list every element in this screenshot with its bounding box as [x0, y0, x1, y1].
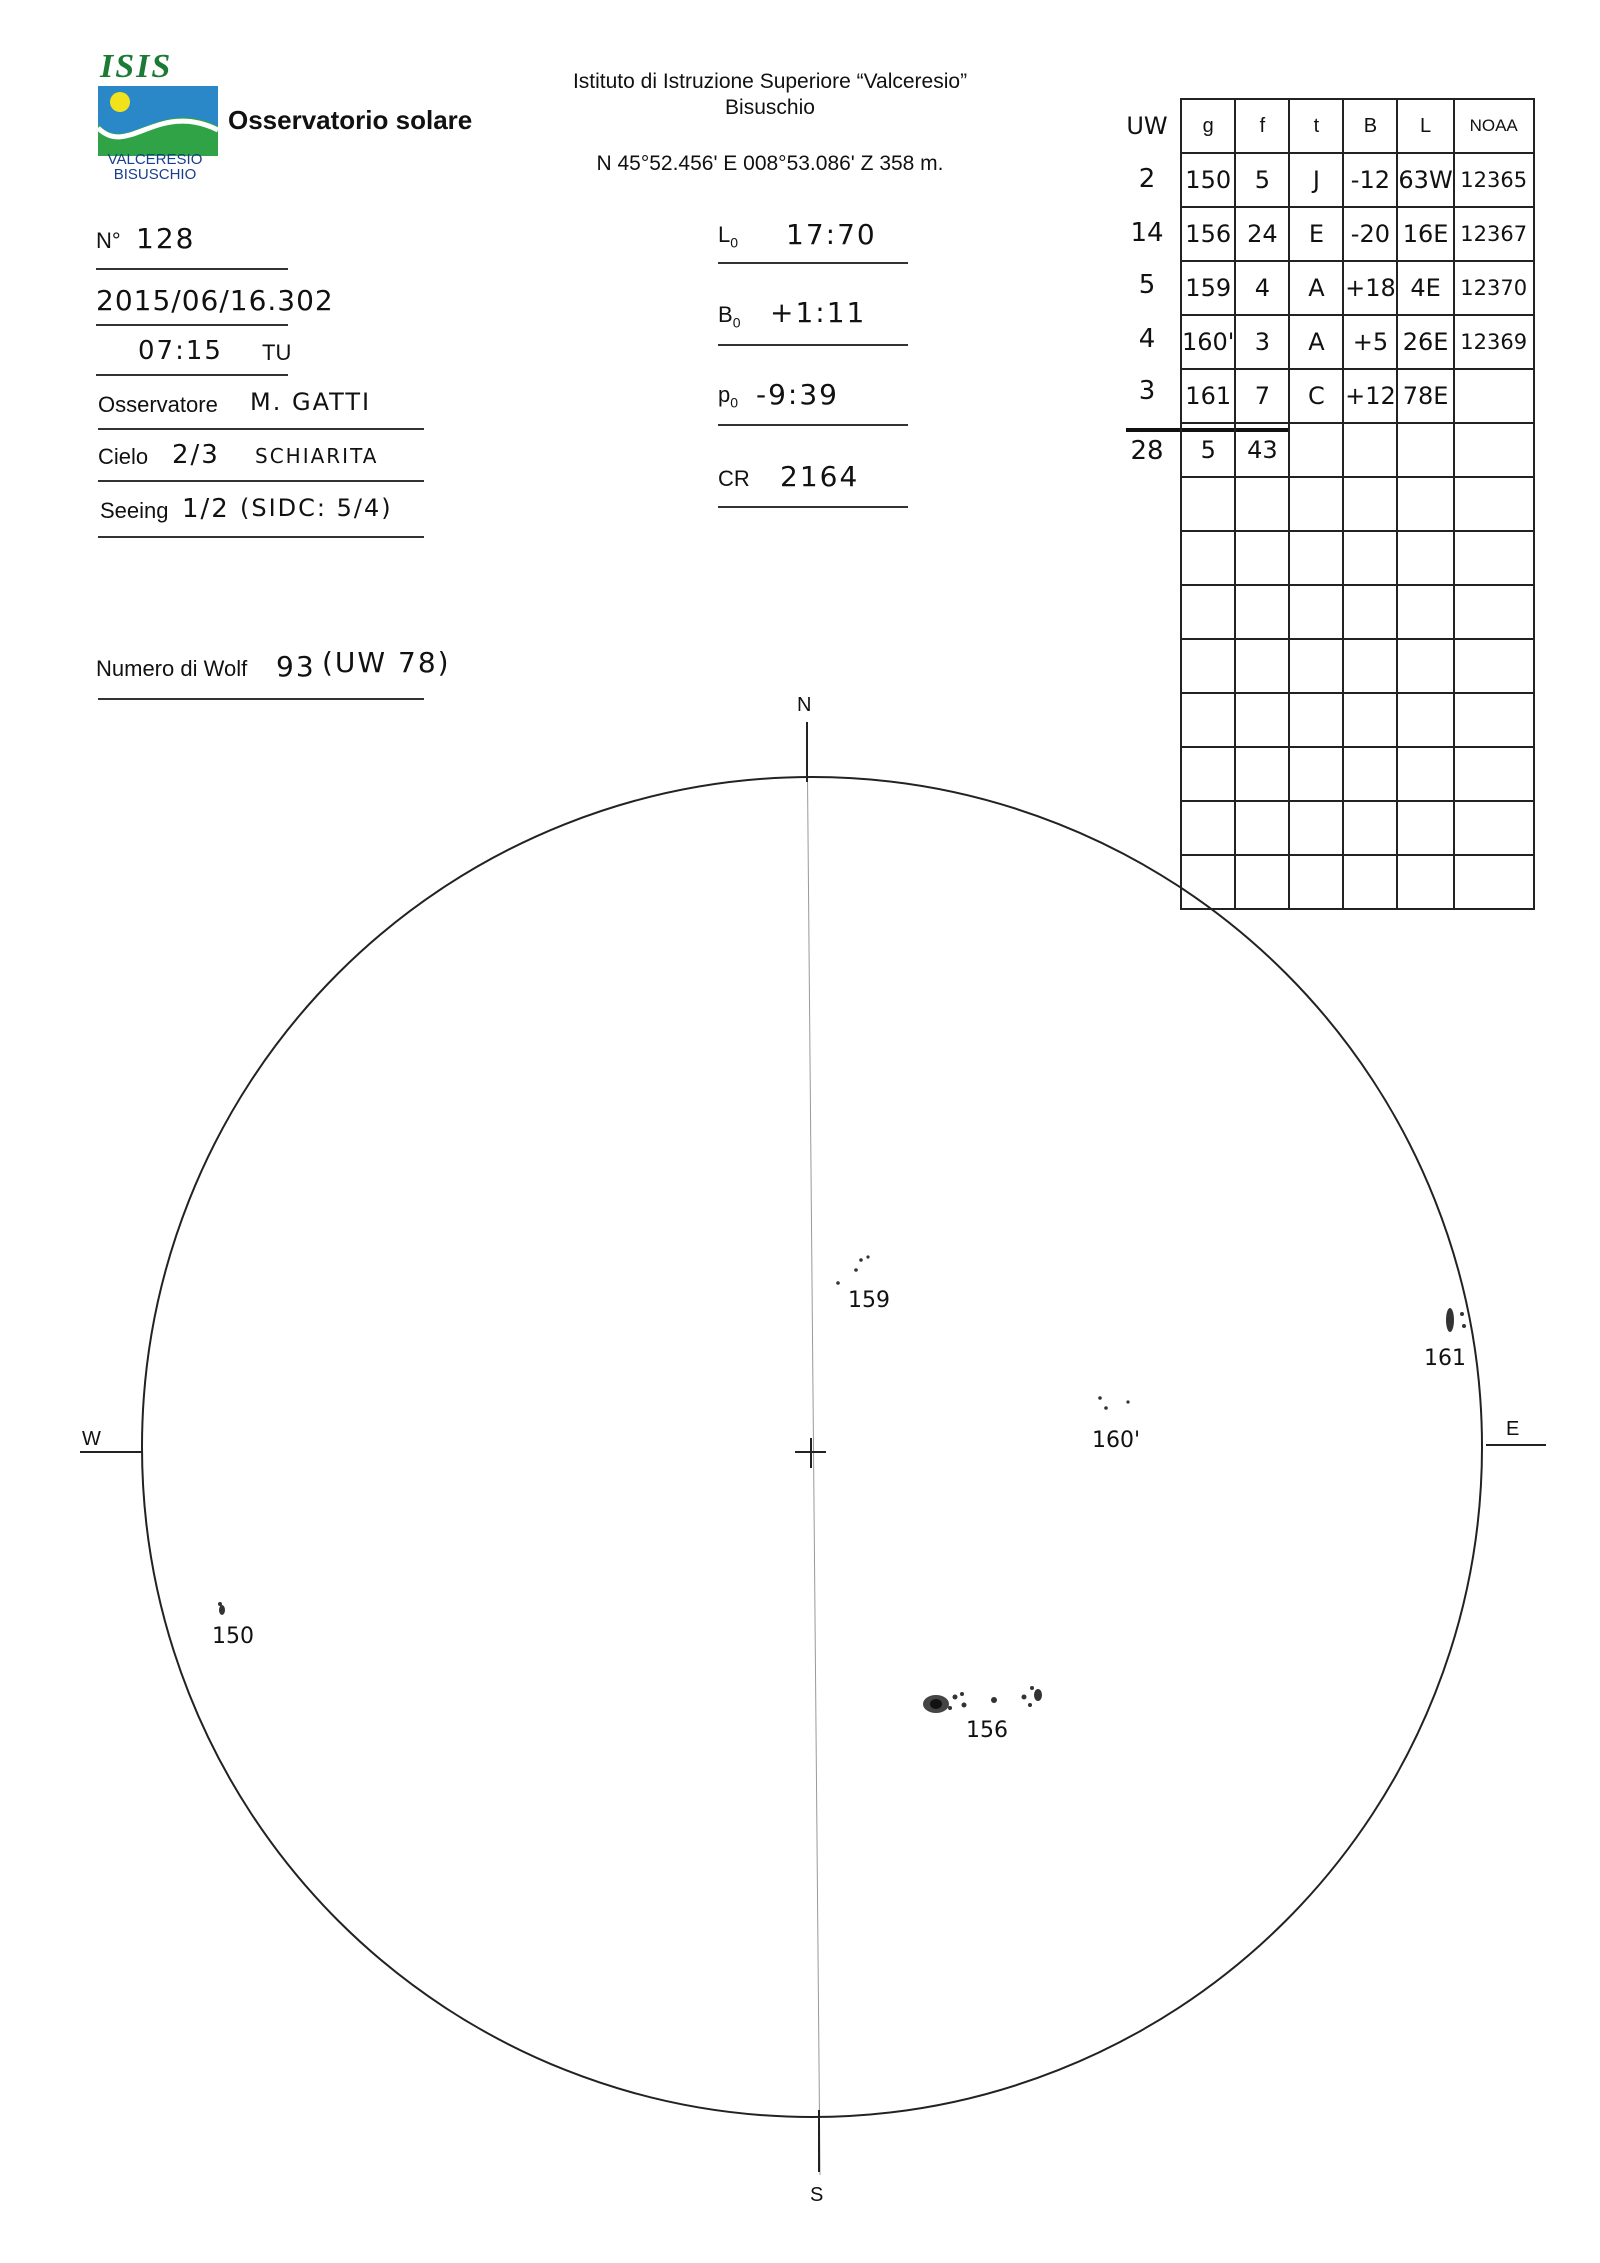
spot — [836, 1281, 840, 1285]
group-label-156: 156 — [966, 1718, 1008, 1743]
cell-f: 7 — [1235, 369, 1289, 423]
spot — [1022, 1695, 1027, 1700]
observer-label: Osservatore — [98, 392, 218, 417]
cell-g: 159 — [1181, 261, 1235, 315]
spot — [960, 1692, 964, 1696]
number-value: 128 — [136, 222, 196, 255]
spot — [1126, 1400, 1129, 1403]
l0-value: 17:70 — [786, 218, 877, 251]
sky-value: 2/3 — [172, 440, 220, 470]
spot-group-159 — [836, 1255, 869, 1284]
cell-f: 3 — [1235, 315, 1289, 369]
cell-f: 24 — [1235, 207, 1289, 261]
central-meridian-line — [807, 722, 820, 2175]
group-label-160: 160' — [1092, 1428, 1141, 1453]
logo-wordmark: ISIS — [100, 48, 173, 85]
institute-town: Bisuschio — [725, 96, 815, 119]
b0-value: +1:11 — [770, 296, 867, 329]
west-label: W — [82, 1428, 101, 1450]
spot-group-160 — [1098, 1396, 1129, 1410]
uw-row-5: 3 — [1138, 376, 1156, 406]
spot — [1104, 1406, 1108, 1410]
spot-group-161 — [1446, 1308, 1466, 1332]
p0-value: -9:39 — [756, 378, 839, 411]
wolf-value: 93 — [276, 650, 316, 683]
cell-b: +5 — [1343, 315, 1397, 369]
group-label-159: 159 — [848, 1288, 890, 1313]
cell-g: 161 — [1181, 369, 1235, 423]
spot — [930, 1699, 942, 1709]
cell-l: 4E — [1397, 261, 1453, 315]
logo-caption-line2: BISUSCHIO — [113, 166, 197, 183]
cell-l: 26E — [1397, 315, 1453, 369]
total-f: 43 — [1235, 423, 1289, 477]
north-label: N — [797, 694, 812, 716]
east-label: E — [1506, 1418, 1520, 1440]
spot — [1460, 1312, 1464, 1316]
cell-l: 63W — [1397, 153, 1453, 207]
cell-l: 16E — [1397, 207, 1453, 261]
cell-f: 4 — [1235, 261, 1289, 315]
time-value: 07:15 — [138, 336, 223, 366]
uw-row-3: 5 — [1138, 270, 1156, 300]
spot — [962, 1703, 967, 1708]
cell-b: +12 — [1343, 369, 1397, 423]
spot — [218, 1602, 222, 1606]
uw-header: UW — [1126, 112, 1168, 140]
south-label: S — [810, 2184, 824, 2206]
spot — [1028, 1703, 1032, 1707]
observatory-title: Osservatorio solare — [228, 105, 473, 135]
cell-t: E — [1289, 207, 1343, 261]
sky-label: Cielo — [98, 444, 149, 469]
spot — [953, 1695, 958, 1700]
cell-t: A — [1289, 261, 1343, 315]
cr-label: CR — [718, 466, 750, 491]
spot — [948, 1706, 952, 1710]
spot — [991, 1697, 997, 1703]
uw-row-1: 2 — [1138, 164, 1156, 194]
number-label: N° — [96, 228, 121, 253]
cell-noaa: 12370 — [1454, 261, 1534, 315]
spot — [1034, 1689, 1042, 1701]
l0-label: $L_0$ — [718, 222, 739, 251]
group-label-161: 161 — [1424, 1346, 1466, 1371]
uw-row-4: 4 — [1138, 324, 1156, 354]
header-noaa: NOAA — [1454, 99, 1534, 153]
spot — [1446, 1308, 1454, 1332]
sky-note: SCHIARITA — [255, 444, 379, 468]
wolf-note: (UW 78) — [322, 646, 451, 679]
b0-label: $B_0$ — [718, 302, 741, 331]
cell-b: -20 — [1343, 207, 1397, 261]
cell-t: J — [1289, 153, 1343, 207]
header-l: L — [1397, 99, 1453, 153]
cell-noaa: 12365 — [1454, 153, 1534, 207]
observer-value: M. GATTI — [250, 388, 372, 416]
spot — [1098, 1396, 1102, 1400]
cell-f: 5 — [1235, 153, 1289, 207]
cell-noaa: 12367 — [1454, 207, 1534, 261]
spot — [854, 1268, 858, 1272]
cell-l: 78E — [1397, 369, 1453, 423]
header-f: f — [1235, 99, 1289, 153]
header-g: g — [1181, 99, 1235, 153]
uw-row-2: 14 — [1130, 218, 1164, 248]
header-t: t — [1289, 99, 1343, 153]
date-value: 2015/06/16.302 — [96, 284, 334, 317]
time-unit: TU — [262, 340, 292, 365]
cell-g: 150 — [1181, 153, 1235, 207]
logo-caption-line1: VALCERESIO — [107, 151, 203, 168]
header-b: B — [1343, 99, 1397, 153]
uw-total: 28 — [1130, 436, 1164, 466]
cell-g: 156 — [1181, 207, 1235, 261]
cell-noaa: 12369 — [1454, 315, 1534, 369]
spot — [219, 1605, 225, 1615]
institute-name: Istituto di Istruzione Superiore “Valceresio” — [572, 70, 968, 93]
cell-t: C — [1289, 369, 1343, 423]
spot — [859, 1258, 863, 1262]
group-label-150: 150 — [212, 1624, 254, 1649]
cell-t: A — [1289, 315, 1343, 369]
cell-b: +18 — [1343, 261, 1397, 315]
spot — [1030, 1686, 1034, 1690]
station-coordinates: N 45°52.456' E 008°53.086' Z 358 m. — [596, 152, 944, 175]
p0-label: $p_0$ — [718, 382, 739, 411]
spot — [1462, 1324, 1466, 1328]
spot-group-156 — [923, 1686, 1042, 1713]
cr-value: 2164 — [780, 460, 860, 493]
seeing-label: Seeing — [100, 498, 169, 523]
spot-group-150 — [218, 1602, 225, 1615]
seeing-note: (SIDC: 5/4) — [240, 494, 393, 522]
spot — [866, 1255, 869, 1258]
total-g: 5 — [1181, 423, 1235, 477]
cell-g: 160' — [1181, 315, 1235, 369]
cell-b: -12 — [1343, 153, 1397, 207]
seeing-value: 1/2 — [182, 494, 230, 524]
wolf-label: Numero di Wolf — [96, 656, 248, 681]
